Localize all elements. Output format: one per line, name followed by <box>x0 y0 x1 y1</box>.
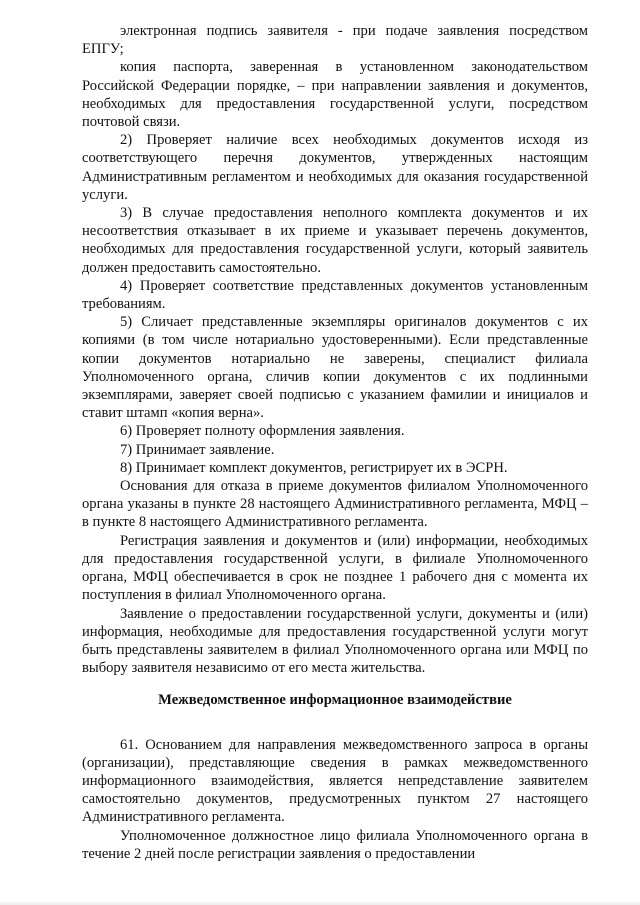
paragraph-registration: Регистрация заявления и документов и (или) информации, необходимых для предоставления государственной услуги, в филиале Уполномоченного органа, МФЦ обеспечивается в срок не позднее 1 рабочего дня с момента их поступления в филиал Уполномоченного органа. <box>82 532 588 604</box>
paragraph-item-2: 2) Проверяет наличие всех необходимых документов исходя из соответствующего перечня документов, утвержденных настоящим Административным регламентом и необходимых для оказания государственной услуги. <box>82 132 588 203</box>
paragraph-item-5: 5) Сличает представленные экземпляры оригиналов документов с их копиями (в том числе нотариально удостоверенными). Если представленные копии документов нотариально не заверены, специалист филиала Уполномоченного органа, сличив копии документов с их подлинными экземплярами, заверяет своей подписью с указанием фамилии и инициалов и ставит штамп «копия верна». <box>82 314 588 422</box>
paragraph-refusal-grounds: Основания для отказа в приеме документов филиалом Уполномоченного органа указаны в пункте 28 настоящего Административного регламента, МФЦ – в пункте 8 настоящего Административного регламента. <box>82 478 588 531</box>
paragraph-item-7: 7) Принимает заявление. <box>120 441 275 458</box>
scan-bottom-edge <box>0 901 640 905</box>
paragraph-authorized-official: Уполномоченное должностное лицо филиала Уполномоченного органа в течение 2 дней после регистрации заявления о предоставлении <box>82 827 588 862</box>
paragraph-item-8: 8) Принимает комплект документов, регистрирует их в ЭСРН. <box>120 459 508 476</box>
paragraph-electronic-signature: электронная подпись заявителя - при подаче заявления посредством ЕПГУ; <box>82 23 588 58</box>
paragraph-submission: Заявление о предоставлении государственной услуги, документы и (или) информация, необходимые для предоставления государственной услуги могут быть представлены заявителем в филиал Уполномоченного органа или МФЦ по выбору заявителя независимо от его места жительства. <box>82 605 588 677</box>
paragraph-passport-copy: копия паспорта, заверенная в установленном законодательством Российской Федерации порядке, – при направлении заявления и документов, необходимых для предоставления государственной услуги, посредством почтовой связи. <box>82 59 588 131</box>
paragraph-item-6: 6) Проверяет полноту оформления заявления. <box>120 423 405 440</box>
paragraph-item-3: 3) В случае предоставления неполного комплекта документов и их несоответствия отказывает в их приеме и указывает перечень документов, необходимых для предоставления государственной услуги, который заявитель должен предоставить самостоятельно. <box>82 205 588 276</box>
paragraph-item-61: 61. Основанием для направления межведомственного запроса в органы (организации), представляющие сведения в рамках межведомственного информационного взаимодействия, является непредставление заявителем самостоятельно документов, предусмотренных пунктом 27 настоящего Административного регламента. <box>82 736 588 826</box>
paragraph-item-4: 4) Проверяет соответствие представленных документов установленным требованиям. <box>82 277 588 313</box>
section-heading: Межведомственное информационное взаимодействие <box>158 692 512 709</box>
